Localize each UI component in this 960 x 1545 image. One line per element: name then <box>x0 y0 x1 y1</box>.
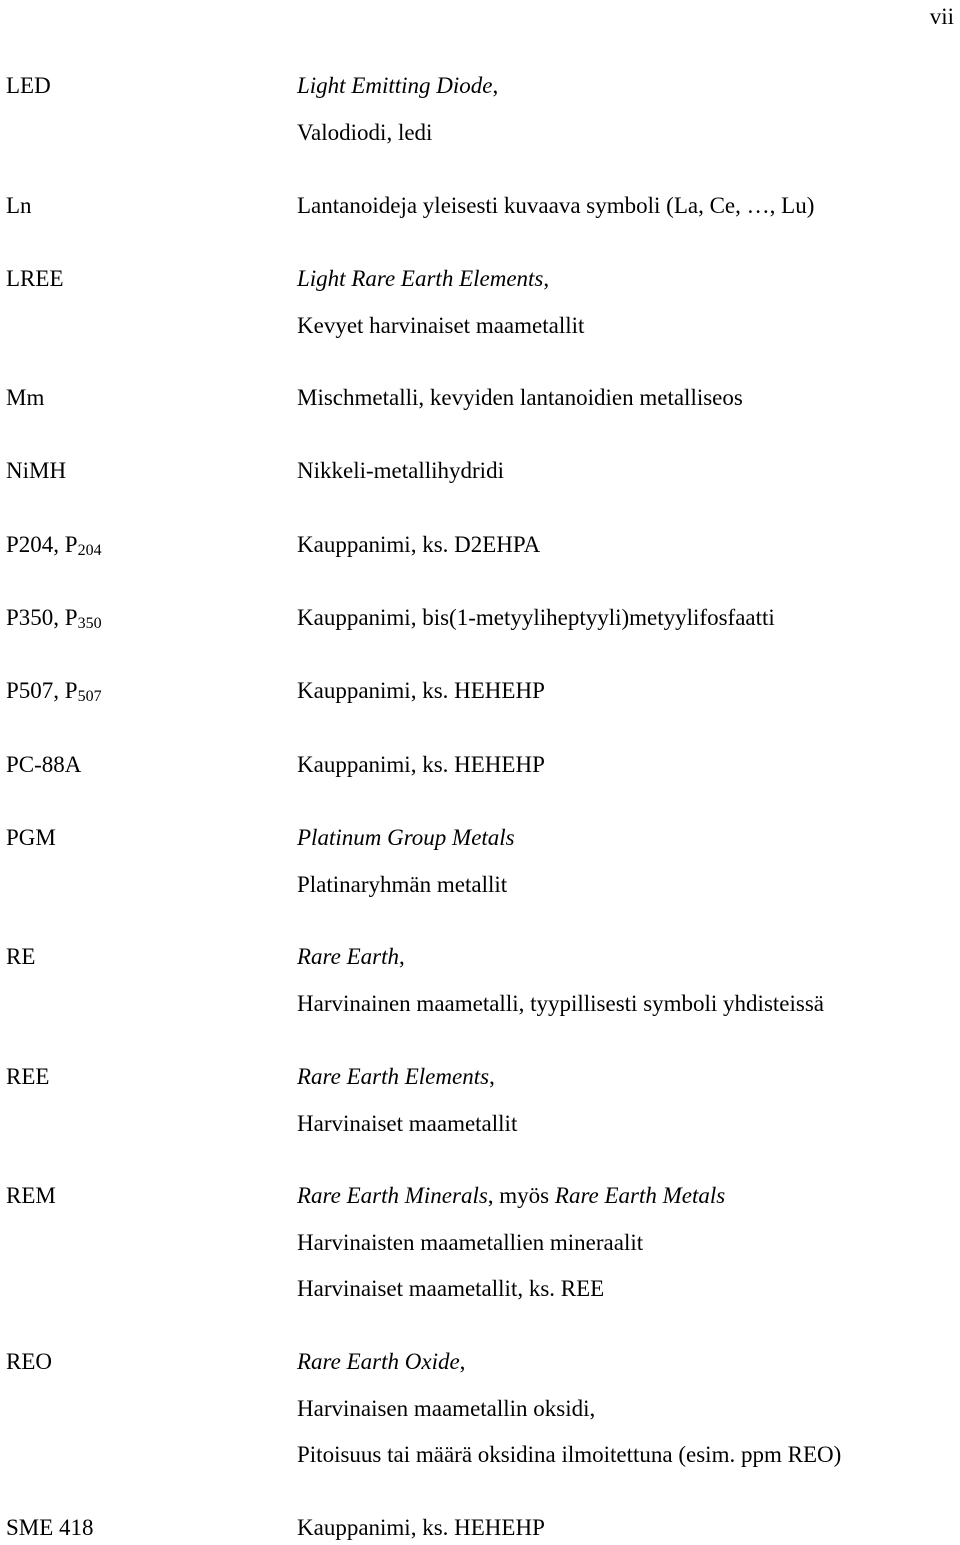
english-term: Rare Earth Minerals <box>297 1183 488 1208</box>
definition-line <box>297 385 743 411</box>
abbreviation-subscript: 204 <box>77 542 102 559</box>
definition-text: Mischmetalli, kevyiden lantanoidien metalliseos <box>297 385 743 410</box>
definition-text: , <box>543 266 550 291</box>
abbreviation-text: Mm <box>6 385 45 410</box>
abbreviation <box>6 266 64 292</box>
definition <box>297 458 504 484</box>
english-term: Rare Earth <box>297 944 399 969</box>
definition-text: Platinaryhmän metallit <box>297 871 508 897</box>
definition <box>297 1064 517 1137</box>
definition-line <box>297 1230 725 1277</box>
definition-line <box>297 991 824 1017</box>
definition <box>297 193 814 219</box>
definition <box>297 266 584 339</box>
english-term: Rare Earth Metals <box>554 1183 726 1208</box>
english-term: Light Rare Earth Elements <box>297 266 544 291</box>
abbreviation <box>6 385 44 411</box>
definition <box>297 385 743 411</box>
abbreviation <box>6 1183 56 1209</box>
definition <box>297 532 540 558</box>
abbreviation-text: SME 418 <box>6 1515 94 1540</box>
definition-text: Kauppanimi, bis(1-metyyliheptyyli)metyylifosfaatti <box>297 605 775 630</box>
definition-text: Pitoisuus tai määrä oksidina ilmoitettuna (esim. ppm REO) <box>297 1442 842 1467</box>
definition-text: , <box>492 73 499 98</box>
definition-text: Kauppanimi, ks. HEHEHP <box>297 1515 545 1540</box>
definition-line <box>297 313 584 339</box>
abbreviation-text: Ln <box>6 193 32 218</box>
definition-line <box>297 1183 725 1230</box>
abbreviation-subscript: 507 <box>77 688 102 705</box>
definition <box>297 1183 725 1302</box>
definition-text: Harvinainen maametalli, tyypillisesti symboli yhdisteissä <box>297 990 825 1016</box>
definition-line <box>297 1442 841 1468</box>
abbreviation-text: LREE <box>6 266 64 291</box>
abbreviation <box>6 605 102 637</box>
definition-line <box>297 1349 841 1396</box>
abbreviation-text: REE <box>6 1064 50 1089</box>
definition-line <box>297 1111 517 1137</box>
abbreviation <box>6 678 102 710</box>
definition-text: Harvinaiset maametallit <box>297 1110 518 1136</box>
abbreviation-text: REO <box>6 1349 52 1374</box>
abbreviation-text: NiMH <box>6 458 67 483</box>
abbreviation-subscript: 350 <box>77 615 102 632</box>
abbreviation-text: P350, P <box>6 605 78 630</box>
definition-text: Kauppanimi, ks. D2EHPA <box>297 532 541 557</box>
abbreviation <box>6 458 66 484</box>
definition-text: Kevyet harvinaiset maametallit <box>297 312 585 338</box>
abbreviation <box>6 825 56 851</box>
definition-line <box>297 752 545 778</box>
definition-text: , <box>459 1349 466 1374</box>
definition-line <box>297 944 824 991</box>
abbreviation-text: P204, P <box>6 532 78 557</box>
english-term: Light Emitting Diode <box>297 73 493 98</box>
abbreviation <box>6 752 81 778</box>
english-term: Platinum Group Metals <box>297 825 515 850</box>
definition-line <box>297 266 584 313</box>
definition <box>297 944 824 1017</box>
definition-text: Harvinaisten maametallien mineraalit <box>297 1229 644 1255</box>
definition <box>297 1515 545 1541</box>
definition-text: Harvinaisen maametallin oksidi, <box>297 1395 596 1421</box>
abbreviation <box>6 1064 49 1090</box>
abbreviation <box>6 1349 52 1375</box>
definition-line <box>297 73 498 120</box>
definition <box>297 752 545 778</box>
definition-line <box>297 193 814 219</box>
definition-line <box>297 458 504 484</box>
definition-line <box>297 825 515 872</box>
definition <box>297 678 545 704</box>
definition-line <box>297 872 515 898</box>
definition-text: , myös <box>487 1183 555 1208</box>
definition-text: Nikkeli-metallihydridi <box>297 458 504 483</box>
abbreviation-text: REM <box>6 1183 56 1208</box>
definition <box>297 605 775 631</box>
abbreviation-text: PC-88A <box>6 752 82 777</box>
definition <box>297 73 498 146</box>
abbreviation <box>6 193 32 219</box>
definition-text: Lantanoideja yleisesti kuvaava symboli (La, Ce, …, Lu) <box>297 193 815 218</box>
definition-line <box>297 605 775 631</box>
abbreviation-text: LED <box>6 73 51 98</box>
abbreviation-text: RE <box>6 944 36 969</box>
definition-line <box>297 532 540 558</box>
english-term: Rare Earth Elements <box>297 1064 490 1089</box>
definition-line <box>297 120 498 146</box>
definition-text: Kauppanimi, ks. HEHEHP <box>297 678 545 703</box>
abbreviation <box>6 1515 94 1541</box>
abbreviation-text: PGM <box>6 825 56 850</box>
definition-text: , <box>399 944 405 969</box>
definition-text: , <box>489 1064 495 1089</box>
definition-text: Valodiodi, ledi <box>297 119 433 145</box>
definition <box>297 1349 841 1468</box>
definition-line <box>297 678 545 704</box>
abbreviation <box>6 532 102 564</box>
definition-line <box>297 1276 725 1302</box>
abbreviation-text: P507, P <box>6 678 78 703</box>
abbreviation <box>6 944 35 970</box>
definition-text: Kauppanimi, ks. HEHEHP <box>297 752 545 777</box>
definition <box>297 825 515 898</box>
definition-line <box>297 1064 517 1111</box>
definition-line <box>297 1396 841 1443</box>
page-number: vii <box>929 4 954 29</box>
definition-text: Harvinaiset maametallit, ks. REE <box>297 1276 605 1301</box>
english-term: Rare Earth Oxide <box>297 1349 460 1374</box>
abbreviation <box>6 73 51 99</box>
definition-line <box>297 1515 545 1541</box>
